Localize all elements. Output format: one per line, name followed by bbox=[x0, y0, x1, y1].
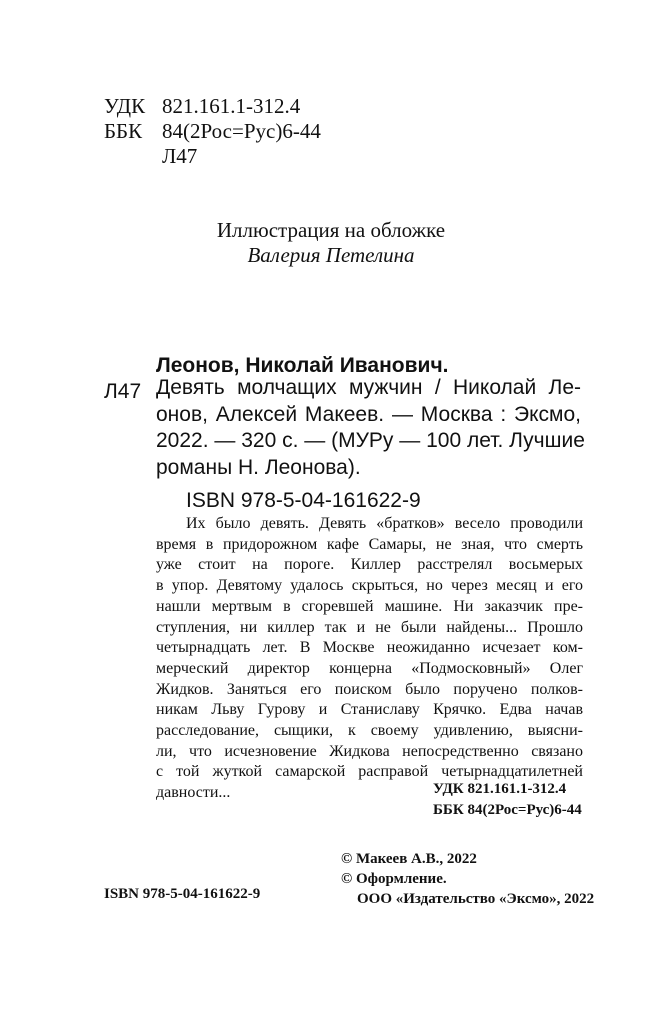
copyright-author: © Макеев А.В., 2022 bbox=[341, 851, 477, 867]
description-line: 2022. — 320 с. — (МУРу — 100 лет. Лучшие bbox=[156, 429, 585, 452]
bbk-value: 84(2Рос=Рус)6-44 bbox=[162, 119, 321, 143]
udk-code: УДК 821.161.1-312.4 bbox=[433, 781, 567, 797]
copyright-publisher: ООО «Издательство «Эксмо», 2022 bbox=[357, 891, 595, 907]
bbk-line bbox=[104, 121, 321, 142]
annotation-line: Жидков. Заняться его поиском было поручено полков- bbox=[156, 680, 583, 698]
annotation-line: с той жуткой самарской расправой четырнадцатилетней bbox=[156, 763, 583, 781]
illustration-artist: Валерия Петелина bbox=[247, 243, 415, 267]
annotation bbox=[156, 514, 583, 804]
annotation-line: ли, что исчезновение Жидкова непосредственно связано bbox=[156, 742, 583, 760]
annotation-line: уже стоит на пороге. Киллер расстрелял восьмерых bbox=[156, 556, 583, 574]
annotation-line: Их было девять. Девять «братков» весело проводили bbox=[186, 515, 583, 532]
classification-block bbox=[433, 779, 582, 821]
annotation-line: нашли мертвым в сгоревшей машине. Ни заказчик пре- bbox=[156, 597, 583, 615]
annotation-line: время в придорожном кафе Самары, не зная, что смерть bbox=[156, 535, 583, 553]
author-heading: Леонов, Николай Иванович. bbox=[156, 354, 449, 377]
annotation-line: давности... bbox=[156, 784, 231, 802]
udk-line bbox=[104, 96, 300, 117]
copyright-block bbox=[341, 849, 594, 909]
bbk-label: ББК bbox=[104, 119, 143, 143]
isbn-bottom: ISBN 978-5-04-161622-9 bbox=[104, 886, 261, 902]
annotation-line: ступления, ни киллер так и не были найдены... Прошло bbox=[156, 618, 583, 636]
bibliographic-description bbox=[156, 375, 585, 481]
annotation-line: в упор. Девятому удалось скрыться, но через месяц и его bbox=[156, 577, 583, 595]
udk-label: УДК bbox=[104, 94, 146, 118]
isbn-main: ISBN 978-5-04-161622-9 bbox=[186, 489, 421, 512]
annotation-line: расследование, сыщики, к своему удивлению, выясни- bbox=[156, 722, 583, 740]
annotation-line: мерческий директор концерна «Подмосковный» Олег bbox=[156, 659, 583, 677]
author-mark-top: Л47 bbox=[162, 144, 198, 168]
annotation-line: никам Льву Гурову и Станиславу Крячко. Едва начав bbox=[156, 701, 583, 719]
author-mark: Л47 bbox=[104, 380, 142, 403]
description-line: романы Н. Леонова). bbox=[156, 455, 361, 479]
description-line: Девять молчащих мужчин / Николай Ле- bbox=[156, 376, 581, 399]
bbk-code: ББК 84(2Рос=Рус)6-44 bbox=[433, 802, 582, 818]
illustration-caption: Иллюстрация на обложке bbox=[216, 218, 446, 242]
description-line: онов, Алексей Макеев. — Москва : Эксмо, bbox=[156, 402, 581, 426]
copyright-design: © Оформление. bbox=[341, 871, 447, 887]
udk-value: 821.161.1-312.4 bbox=[162, 94, 301, 118]
annotation-line: четырнадцать лет. В Москве неожиданно исчезает ком- bbox=[156, 639, 583, 657]
